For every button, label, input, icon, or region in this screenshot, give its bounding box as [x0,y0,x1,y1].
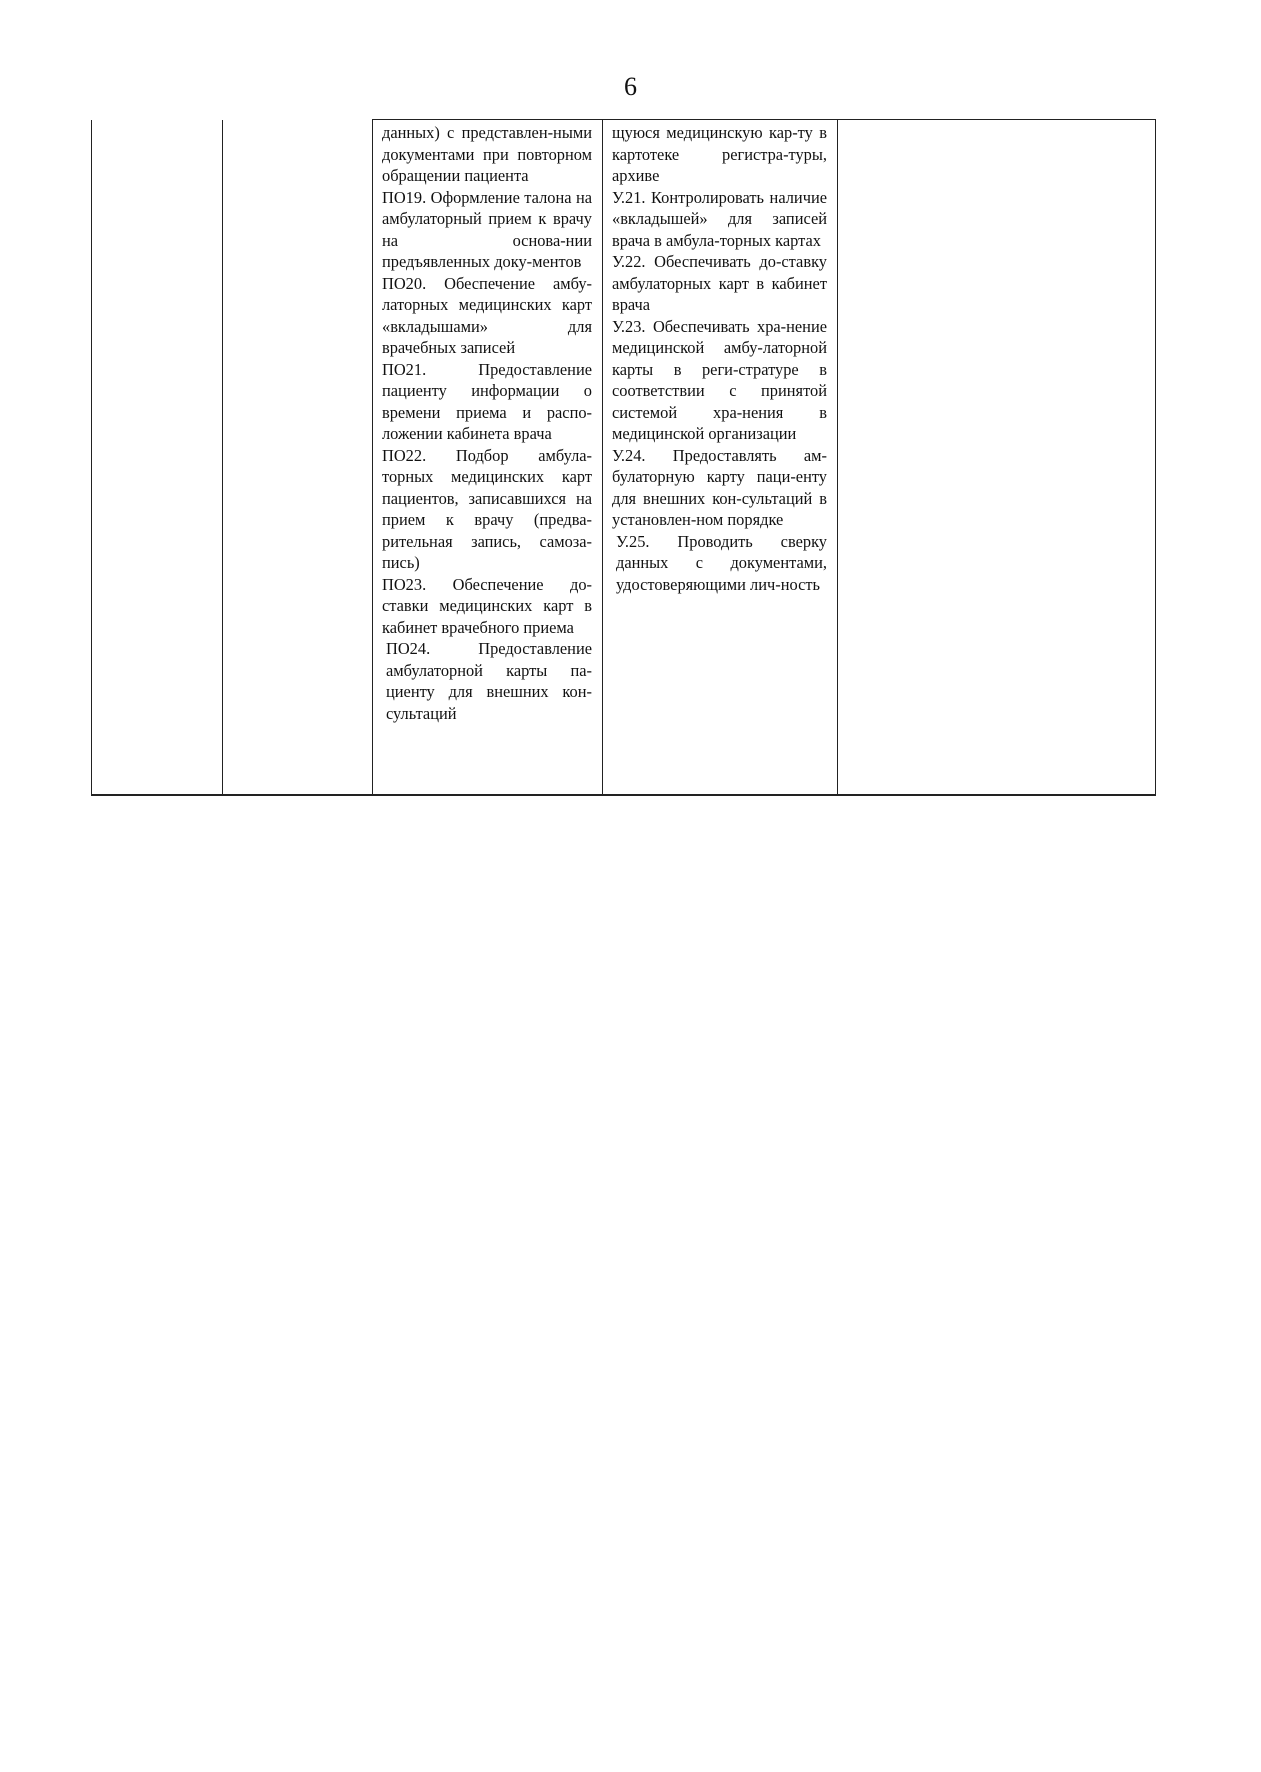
cell-paragraph: У.25. Проводить сверку данных с документами, удостоверяющими лич-ность [616,531,827,594]
competency-table [91,119,1156,796]
cell-paragraph: ПО24. Предоставление амбулаторной карты па-циенту для внешних кон-сультаций [386,639,592,723]
cell-paragraph: ПО20. Обеспечение амбу-латорных медицинских карт «вкладышами» для врачебных записей [382,273,592,357]
cell-paragraph: ПО19. Оформление талона на амбулаторный прием к врачу на основа-нии предъявленных доку-ментов [382,187,592,271]
cell-paragraph: ПО22. Подбор амбула-торных медицинских карт пациентов, записавшихся на прием к врачу (предва-рительная запись, самоза-пись) [382,445,592,572]
cell-paragraph: ПО21. Предоставление пациенту информации о времени приема и распо-ложении кабинета врача [382,359,592,443]
cell-paragraph: ПО23. Обеспечение до-ставки медицинских карт в кабинет врачебного приема [382,574,592,637]
table-cell-empty-2 [223,120,373,796]
cell-paragraph: данных) с представлен-ными документами при повторном обращении пациента [382,123,592,185]
cell-paragraph: У.22. Обеспечивать до-ставку амбулаторных карт в кабинет врача [612,252,827,314]
cell-paragraph: У.23. Обеспечивать хра-нение медицинской амбу-латорной карты в реги-стратуре в соответствии с принятой системой хра-нения в медицинской организации [612,316,827,443]
cell-paragraph: У.21. Контролировать наличие «вкладышей» для записей врача в амбула-торных картах [612,187,827,250]
table-cell-empty-5 [838,120,1156,796]
table-cell-skills [603,120,838,796]
cell-paragraph: щуюся медицинскую кар-ту в картотеке регистра-туры, архиве [612,123,827,185]
table-cell-practical-experience [373,120,603,796]
page-number: 6 [624,72,637,101]
table-row [92,120,1156,796]
table-cell-empty-1 [92,120,223,796]
cell-paragraph: У.24. Предоставлять ам-булаторную карту паци-енту для внешних кон-сультаций в установлен-ном порядке [612,445,827,529]
